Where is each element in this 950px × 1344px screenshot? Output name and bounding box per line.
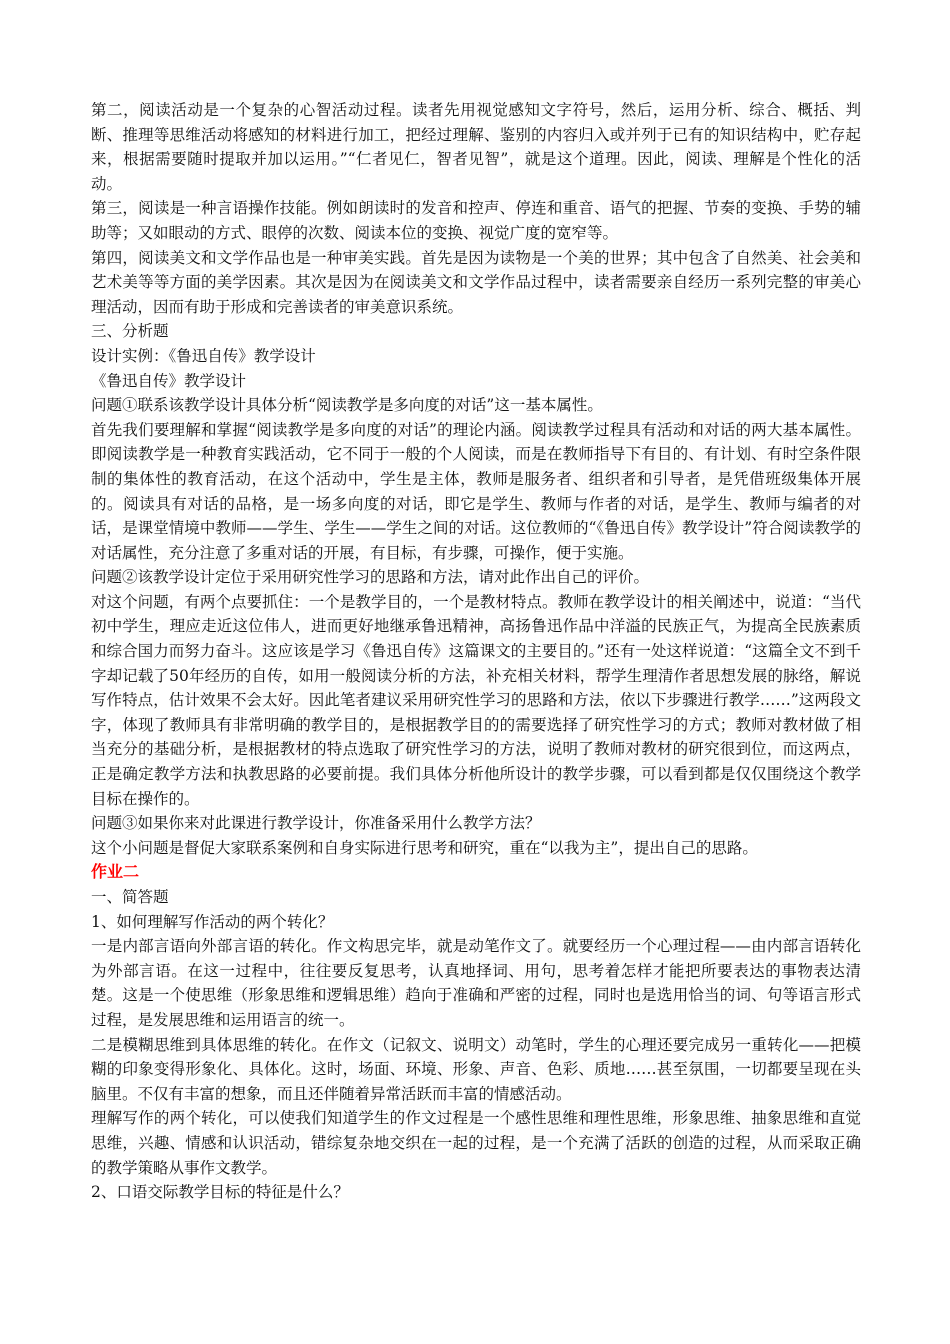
question-1: 问题①联系该教学设计具体分析“阅读教学是多向度的对话”这一基本属性。	[91, 396, 603, 415]
short-question-2: 2、口语交际教学目标的特征是什么？	[91, 1183, 349, 1202]
short-question-1: 1、如何理解写作活动的两个转化？	[91, 912, 334, 931]
question-3: 问题③如果你来对此课进行教学设计，你准备采用什么教学方法？	[91, 814, 541, 833]
design-subtitle: 《鲁迅自传》教学设计	[91, 371, 247, 390]
short-answer-1-part-2: 二是模糊思维到具体思维的转化。在作文（记叙文、说明文）动笔时，学生的心理还要完成另一重转化——把模糊的印象变得形象化、具体化。这时，场面、环境、形象、声音、色彩、质地……甚至氛围，一切都要呈现在头脑里。不仅有丰富的想象，而且还伴随着异常活跃而丰富的情感活动。	[91, 1035, 861, 1103]
answer-2: 对这个问题，有两个点要抓住：一个是教学目的，一个是教材特点。教师在教学设计的相关阐述中，说道：“当代初中学生，理应走近这位伟人，进而更好地继承鲁迅精神，高扬鲁迅作品中洋溢的民族正气，为提高全民族素质和综合国力而努力奋斗。这应该是学习《鲁迅自传》这篇课文的主要目的。”还有一处这样说道：“这篇全文不到千字却记载了50年经历的自传，如用一般阅读分析的方法，补充相关材料，帮学生理清作者思想发展的脉络，解说写作特点，估计效果不会太好。因此笔者建议采用研究性学习的思路和方法，依以下步骤进行教学……”这两段文字，体现了教师具有非常明确的教学目的，是根据教学目的的需要选择了研究性学习的方式；教师对教材做了相当充分的基础分析，是根据教材的特点选取了研究性学习的方法，说明了教师对教材的研究很到位，而这两点，正是确定教学方法和执教思路的必要前提。我们具体分析他所设计的教学步骤，可以看到都是仅仅围绕这个教学目标在操作的。	[91, 592, 861, 808]
design-example-title: 设计实例：《鲁迅自传》教学设计	[91, 346, 316, 365]
paragraph-third-point: 第三，阅读是一种言语操作技能。例如朗读时的发音和控声、停连和重音、语气的把握、节奏的变换、手势的辅助等；又如眼动的方式、眼停的次数、阅读本位的变换、视觉广度的宽窄等。	[91, 199, 861, 242]
short-answer-title: 一、简答题	[91, 888, 169, 906]
section-analysis-title: 三、分析题	[91, 322, 169, 341]
short-answer-1-part-1: 一是内部言语向外部言语的转化。作文构思完毕，就是动笔作文了。就要经历一个心理过程——由内部言语转化为外部言语。在这一过程中，往往要反复思考，认真地择词、用句，思考着怎样才能把所要表达的事物表达清楚。这是一个使思维（形象思维和逻辑思维）趋向于准确和严密的过程，同时也是选用恰当的词、句等语言形式过程，是发展思维和运用语言的统一。	[91, 937, 861, 1029]
answer-3: 这个小问题是督促大家联系案例和自身实际进行思考和研究，重在“以我为主”，提出自己的思路。	[91, 838, 758, 857]
short-answer-1-summary: 理解写作的两个转化，可以使我们知道学生的作文过程是一个感性思维和理性思维，形象思维、抽象思维和直觉思维，兴趣、情感和认识活动，错综复杂地交织在一起的过程，是一个充满了活跃的创造的过程，从而采取正确的教学策略从事作文教学。	[91, 1109, 861, 1177]
question-2: 问题②该教学设计定位于采用研究性学习的思路和方法，请对此作出自己的评价。	[91, 568, 650, 587]
document-body	[91, 98, 861, 1205]
answer-1: 首先我们要理解和掌握“阅读教学是多向度的对话”的理论内涵。阅读教学过程具有活动和对话的两大基本属性。即阅读教学是一种教育实践活动，它不同于一般的个人阅读，而是在教师指导下有目的、有计划、有时空条件限制的集体性的教育活动，在这个活动中，学生是主体，教师是服务者、组织者和引导者，是凭借班级集体开展的。阅读具有对话的品格，是一场多向度的对话，即它是学生、教师与作者的对话，是学生、教师与编者的对话，是课堂情境中教师——学生、学生——学生之间的对话。这位教师的“《鲁迅自传》教学设计”符合阅读教学的对话属性，充分注意了多重对话的开展，有目标，有步骤，可操作，便于实施。	[91, 420, 861, 562]
paragraph-second-point: 第二，阅读活动是一个复杂的心智活动过程。读者先用视觉感知文字符号，然后，运用分析、综合、概括、判断、推理等思维活动将感知的材料进行加工，把经过理解、鉴别的内容归入或并列于已有的知识结构中，贮存起来，根据需要随时提取并加以运用。”“仁者见仁，智者见智”，就是这个道理。因此，阅读、理解是个性化的活动。	[91, 101, 861, 193]
homework-2-heading: 作业二	[91, 862, 140, 882]
paragraph-fourth-point: 第四，阅读美文和文学作品也是一种审美实践。首先是因为读物是一个美的世界；其中包含了自然美、社会美和艺术美等等方面的美学因素。其次是因为在阅读美文和文学作品过程中，读者需要亲自经历一系列完整的审美心理活动，因而有助于形成和完善读者的审美意识系统。	[91, 248, 861, 316]
